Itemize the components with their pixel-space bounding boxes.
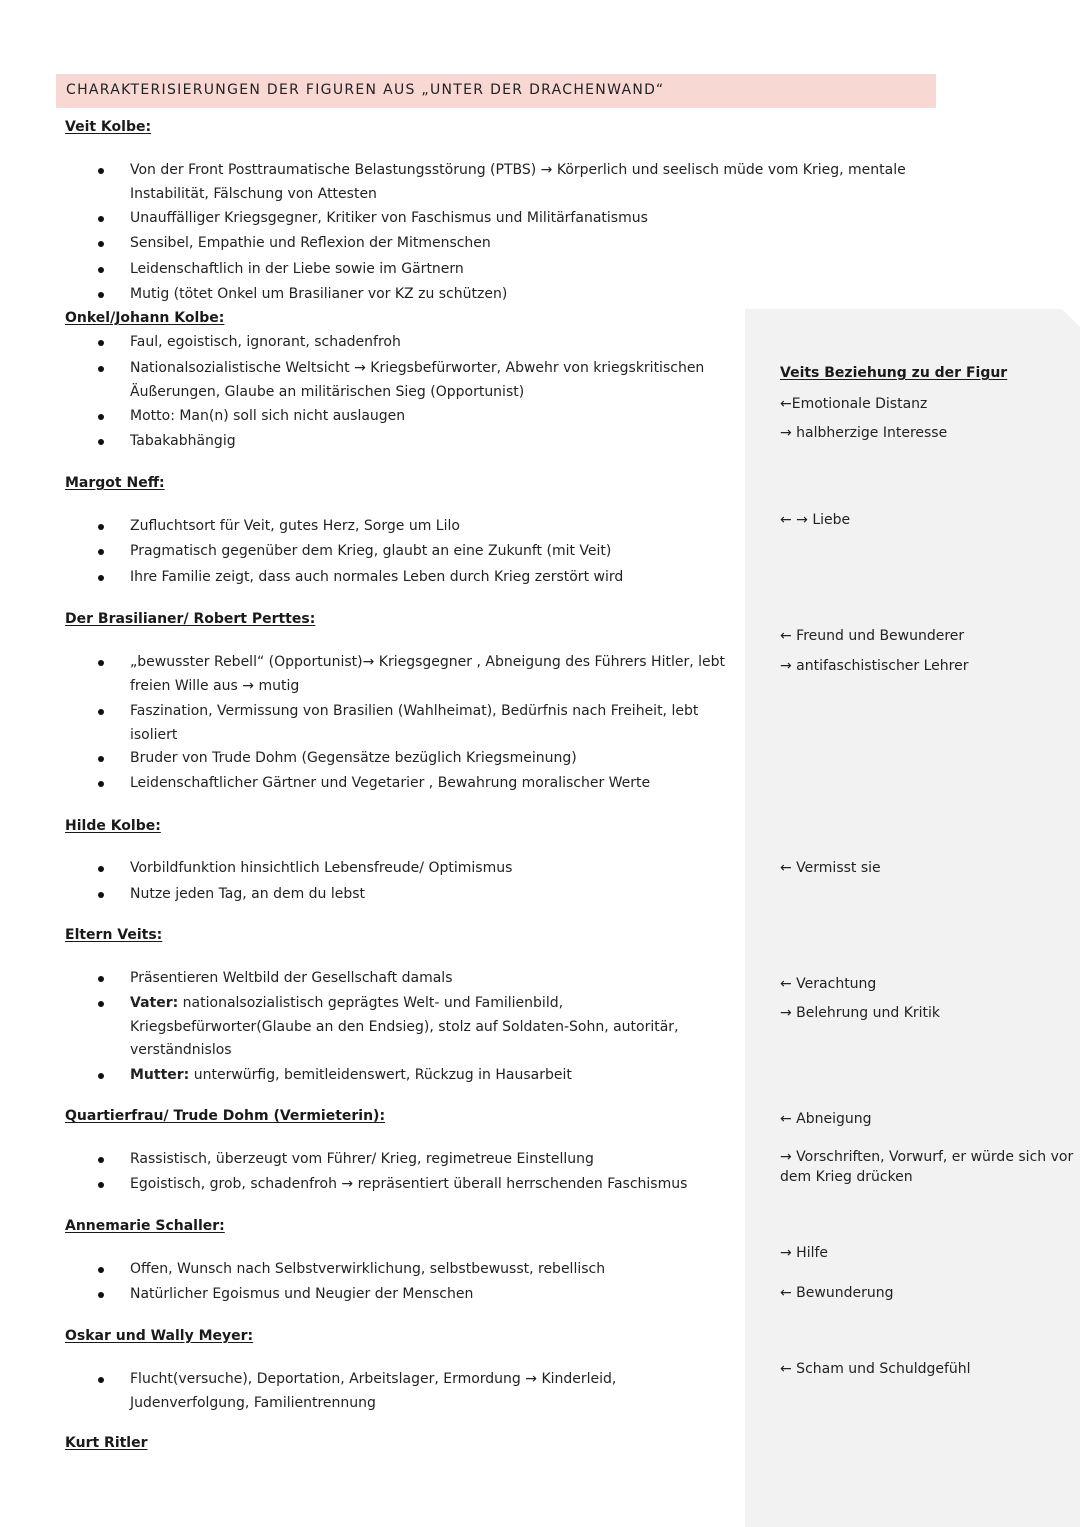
list-item: Pragmatisch gegenüber dem Krieg, glaubt an eine Zukunft (mit Veit) xyxy=(130,540,730,564)
relation-note: ←Emotionale Distanz xyxy=(780,396,928,412)
relation-note: ← Verachtung xyxy=(780,976,877,992)
relation-note: ← Abneigung xyxy=(780,1111,872,1127)
character-heading: Annemarie Schaller: xyxy=(65,1218,225,1234)
list-item: Egoistisch, grob, schadenfroh → repräsentiert überall herrschenden Faschismus xyxy=(130,1173,730,1197)
list-item: Flucht(versuche), Deportation, Arbeitslager, Ermordung → Kinderleid, Judenverfolgung, Familientrennung xyxy=(130,1368,730,1415)
list-item: Ihre Familie zeigt, dass auch normales Leben durch Krieg zerstört wird xyxy=(130,566,730,590)
list-item: Präsentieren Weltbild der Gesellschaft damals xyxy=(130,967,730,991)
character-heading: Margot Neff: xyxy=(65,475,165,491)
list-item: Natürlicher Egoismus und Neugier der Menschen xyxy=(130,1283,730,1307)
relation-note: → antifaschistischer Lehrer xyxy=(780,658,969,674)
list-item: Tabakabhängig xyxy=(130,430,730,454)
relation-note: ← Freund und Bewunderer xyxy=(780,628,965,644)
relation-note: → halbherzige Interesse xyxy=(780,425,948,441)
character-heading: Der Brasilianer/ Robert Perttes: xyxy=(65,611,316,627)
list-item: Nationalsozialistische Weltsicht → Kriegsbefürworter, Abwehr von kriegskritischen Äußerungen, Glaube an militärischen Sieg (Opportunist) xyxy=(130,357,730,404)
sidebar-heading: Veits Beziehung zu der Figur xyxy=(780,365,1008,381)
list-item: Leidenschaftlicher Gärtner und Vegetarier , Bewahrung moralischer Werte xyxy=(130,772,730,796)
list-item: Sensibel, Empathie und Reflexion der Mitmenschen xyxy=(130,232,930,256)
relation-note: → Vorschriften, Vorwurf, er würde sich vor dem Krieg drücken xyxy=(780,1149,1074,1185)
list-item: Nutze jeden Tag, an dem du lebst xyxy=(130,883,730,907)
character-heading: Hilde Kolbe: xyxy=(65,818,161,834)
list-item: Mutig (tötet Onkel um Brasilianer vor KZ zu schützen) xyxy=(130,283,930,307)
title-banner xyxy=(56,74,936,108)
relation-note: ← Scham und Schuldgefühl xyxy=(780,1361,971,1377)
relation-note: ← Vermisst sie xyxy=(780,860,881,876)
list-item: Von der Front Posttraumatische Belastungsstörung (PTBS) → Körperlich und seelisch müde vom Krieg, mentale Instabilität, Fälschung von Attesten xyxy=(130,159,930,206)
list-item: Rassistisch, überzeugt vom Führer/ Krieg, regimetreue Einstellung xyxy=(130,1148,730,1172)
character-heading: Oskar und Wally Meyer: xyxy=(65,1328,254,1344)
relation-note: → Belehrung und Kritik xyxy=(780,1005,941,1021)
list-item: Vater: nationalsozialistisch geprägtes Welt- und Familienbild, Kriegsbefürworter(Glaube an den Endsieg), stolz auf Soldaten-Sohn, autoritär, verständnislos xyxy=(130,992,730,1063)
relation-note: ← Bewunderung xyxy=(780,1285,894,1301)
list-item: „bewusster Rebell“ (Opportunist)→ Kriegsgegner , Abneigung des Führers Hitler, lebt freien Wille aus → mutig xyxy=(130,651,730,698)
bullet-lead: Vater: xyxy=(130,995,179,1011)
bullet-lead: Mutter: xyxy=(130,1067,190,1083)
character-heading: Kurt Ritler xyxy=(65,1435,148,1451)
list-item: Motto: Man(n) soll sich nicht auslaugen xyxy=(130,405,730,429)
list-item: Leidenschaftlich in der Liebe sowie im Gärtnern xyxy=(130,258,930,282)
list-item: Offen, Wunsch nach Selbstverwirklichung, selbstbewusst, rebellisch xyxy=(130,1258,730,1282)
relation-note: ← → Liebe xyxy=(780,512,851,528)
character-heading: Eltern Veits: xyxy=(65,927,163,943)
relation-note: → Hilfe xyxy=(780,1245,829,1261)
character-heading: Onkel/Johann Kolbe: xyxy=(65,310,225,326)
list-item: Vorbildfunktion hinsichtlich Lebensfreude/ Optimismus xyxy=(130,857,730,881)
list-item: Mutter: unterwürfig, bemitleidenswert, Rückzug in Hausarbeit xyxy=(130,1064,730,1088)
character-heading: Veit Kolbe: xyxy=(65,119,152,135)
character-heading: Quartierfrau/ Trude Dohm (Vermieterin): xyxy=(65,1108,386,1124)
list-item: Zufluchtsort für Veit, gutes Herz, Sorge um Lilo xyxy=(130,515,730,539)
list-item: Faszination, Vermissung von Brasilien (Wahlheimat), Bedürfnis nach Freiheit, lebt isoliert xyxy=(130,700,730,747)
list-item: Faul, egoistisch, ignorant, schadenfroh xyxy=(130,331,730,355)
page-title: CHARAKTERISIERUNGEN DER FIGUREN AUS „UNTER DER DRACHENWAND“ xyxy=(66,82,665,98)
list-item: Unauffälliger Kriegsgegner, Kritiker von Faschismus und Militärfanatismus xyxy=(130,207,930,231)
relationship-sidebar xyxy=(745,309,1080,1527)
list-item: Bruder von Trude Dohm (Gegensätze bezüglich Kriegsmeinung) xyxy=(130,747,730,771)
